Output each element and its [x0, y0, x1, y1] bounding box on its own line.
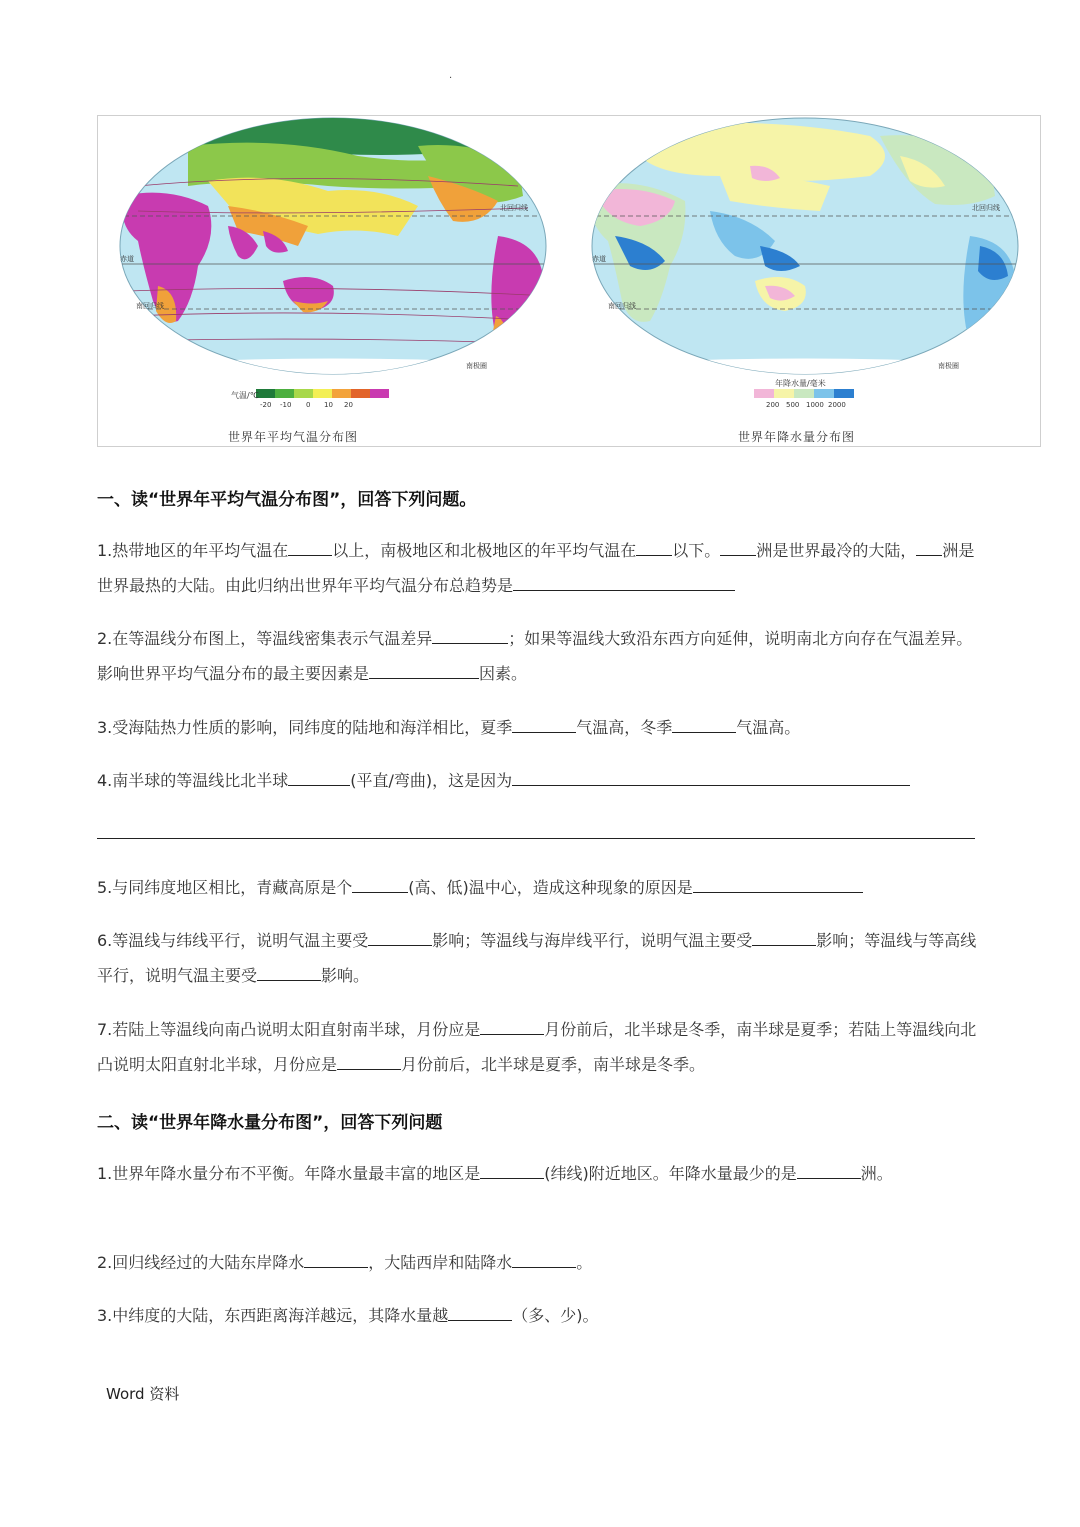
tropic-capricorn-label: 南回归线 [608, 302, 636, 310]
precipitation-legend-bar [754, 389, 854, 398]
precipitation-legend-tick: 500 [786, 401, 800, 409]
s1-question-7: 7.若陆上等温线向南凸说明太阳直射南半球，月份应是 月份前后，北半球是冬季，南半球是夏季；若陆上等温线向北凸说明太阳直射北半球，月份应是 月份前后，北半球是夏季，南半球是冬季。 [97, 1012, 985, 1082]
top-mark: . [449, 70, 453, 81]
precipitation-legend-tick: 200 [766, 401, 780, 409]
answer-blank[interactable] [512, 1247, 576, 1268]
s1-question-5: 5.与同纬度地区相比，青藏高原是个 (高、低)温中心，造成这种现象的原因是 [97, 870, 985, 905]
antarctic-circle-label: 南极圈 [938, 362, 959, 370]
temperature-legend-tick: 0 [306, 401, 311, 409]
page-footer: Word 资料 [106, 1385, 180, 1403]
precipitation-map-caption: 世界年降水量分布图 [738, 430, 856, 444]
answer-blank[interactable] [752, 925, 816, 946]
temperature-legend-tick: -10 [280, 401, 292, 409]
precipitation-legend-title: 年降水量/毫米 [775, 379, 826, 388]
section2-title: 二、读“世界年降水量分布图”，回答下列问题 [97, 1113, 443, 1133]
temperature-legend-tick: -20 [260, 401, 272, 409]
answer-blank[interactable] [916, 535, 942, 556]
answer-blank[interactable] [304, 1247, 368, 1268]
s2-question-1: 1.世界年降水量分布不平衡。年降水量最丰富的地区是 (纬线)附近地区。年降水量最少的是 洲。 [97, 1156, 985, 1191]
equator-label: 赤道 [120, 255, 134, 263]
answer-blank[interactable] [513, 570, 735, 591]
temperature-legend-bar [256, 389, 389, 398]
equator-label: 赤道 [592, 255, 606, 263]
temperature-legend-tick: 20 [344, 401, 353, 409]
temperature-map-caption: 世界年平均气温分布图 [228, 430, 359, 444]
s2-question-3: 3.中纬度的大陆，东西距离海洋越远，其降水量越 （多、少)。 [97, 1298, 985, 1333]
temperature-legend-tick: 10 [324, 401, 333, 409]
maps-figure [97, 115, 1041, 447]
answer-blank[interactable] [480, 1014, 544, 1035]
s1-question-1: 1.热带地区的年平均气温在 以上，南极地区和北极地区的年平均气温在 以下。 洲是世界最冷的大陆， 洲是世界最热的大陆。由此归纳出世界年平均气温分布总趋势是 [97, 533, 985, 603]
s2-question-2: 2.回归线经过的大陆东岸降水 ，大陆西岸和陆降水 。 [97, 1245, 985, 1280]
tropic-cancer-label: 北回归线 [500, 204, 528, 212]
answer-line[interactable] [97, 838, 975, 839]
answer-blank[interactable] [512, 765, 910, 786]
temperature-map [98, 116, 568, 446]
answer-blank[interactable] [636, 535, 672, 556]
answer-blank[interactable] [693, 872, 863, 893]
s1-question-4: 4.南半球的等温线比北半球 (平直/弯曲)，这是因为 [97, 763, 985, 798]
answer-blank[interactable] [448, 1300, 512, 1321]
answer-blank[interactable] [257, 960, 321, 981]
answer-blank[interactable] [337, 1049, 401, 1070]
answer-blank[interactable] [369, 658, 479, 679]
temperature-legend-title: 气温/℃ [231, 391, 259, 400]
answer-blank[interactable] [720, 535, 756, 556]
answer-blank[interactable] [288, 765, 350, 786]
answer-blank[interactable] [368, 925, 432, 946]
tropic-capricorn-label: 南回归线 [136, 302, 164, 310]
answer-blank[interactable] [432, 623, 508, 644]
s1-question-3: 3.受海陆热力性质的影响，同纬度的陆地和海洋相比，夏季 气温高，冬季 气温高。 [97, 710, 985, 745]
answer-blank[interactable] [512, 712, 576, 733]
precipitation-legend-tick: 2000 [828, 401, 846, 409]
answer-blank[interactable] [480, 1158, 544, 1179]
precipitation-legend-tick: 1000 [806, 401, 824, 409]
tropic-cancer-label: 北回归线 [972, 204, 1000, 212]
answer-blank[interactable] [288, 535, 332, 556]
antarctic-circle-label: 南极圈 [466, 362, 487, 370]
answer-blank[interactable] [672, 712, 736, 733]
precipitation-map [570, 116, 1040, 446]
answer-blank[interactable] [352, 872, 408, 893]
section1-title: 一、读“世界年平均气温分布图”，回答下列问题。 [97, 490, 477, 510]
answer-blank[interactable] [797, 1158, 861, 1179]
s1-question-2: 2.在等温线分布图上，等温线密集表示气温差异 ；如果等温线大致沿东西方向延伸，说明南北方向存在气温差异。影响世界平均气温分布的最主要因素是 因素。 [97, 621, 985, 691]
s1-question-6: 6.等温线与纬线平行，说明气温主要受 影响；等温线与海岸线平行，说明气温主要受 影响；等温线与等高线平行，说明气温主要受 影响。 [97, 923, 985, 993]
